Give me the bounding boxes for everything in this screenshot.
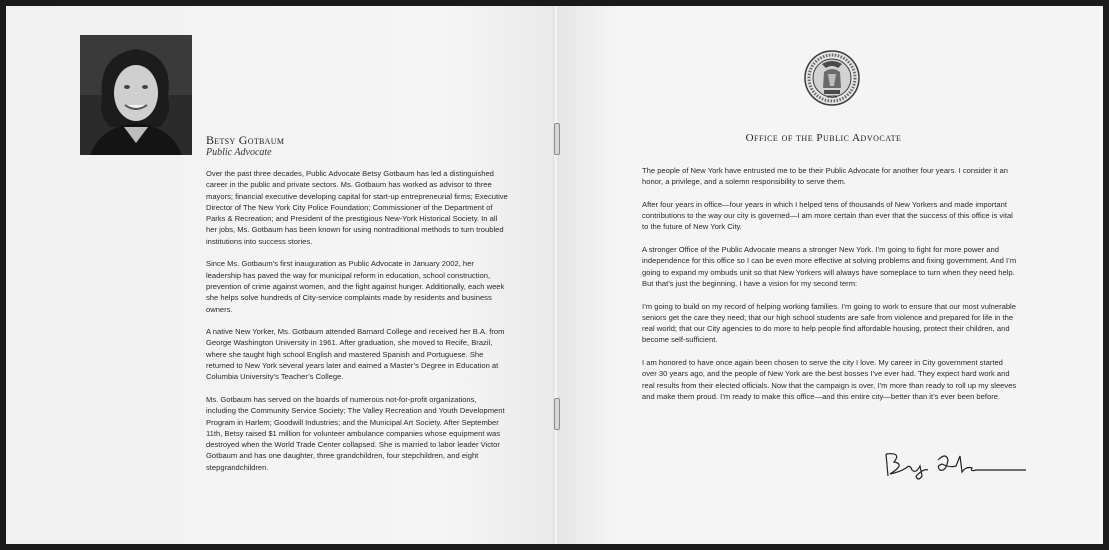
booklet-spread — [6, 6, 1103, 544]
bio-paragraph: Ms. Gotbaum has served on the boards of numerous not-for-profit organizations, including the Community Service Society; The Valley Recreation and Youth Development Program in Harlem; Goodwill Industries; and the Municipal Art Society. After September 11th, Betsy raised $1 million for volunteer ambulance companies whose equipment was destroyed when the World Trade Center collapsed. She is married to labor leader Victor Gotbaum and has one daughter, three grandchildren, four stepchildren, and eight stepgrandchildren. — [206, 394, 505, 472]
person-role: Public Advocate — [206, 147, 272, 158]
letter-paragraph: The people of New York have entrusted me to be their Public Advocate for another four years. I consider it an honor, a privilege, and a solemn responsibility to serve them. — [642, 166, 1008, 187]
seal-year: 1625 — [826, 94, 838, 99]
book-gutter — [553, 6, 559, 544]
office-title: Office of the Public Advocate — [745, 132, 902, 144]
signature-icon — [876, 446, 1026, 482]
letter-paragraph: I’m going to build on my record of helping working families. I’m going to work to ensure that our most vulnerable seniors get the care they need; that our high school students are safe from violence and prepared for life in the real world; that our City agencies to do more to help people find affordable housing, protect their children, and become self-sufficient. — [642, 301, 1016, 345]
portrait-photo — [80, 35, 192, 155]
advocate-letter — [642, 165, 1018, 414]
left-page — [6, 6, 556, 544]
person-name: Betsy Gotbaum — [206, 133, 285, 147]
bio-paragraph: Since Ms. Gotbaum’s first inauguration as Public Advocate in January 2002, her leadership has paved the way for municipal reform in education, school construction, prevention of crime against women, and the fight against hunger. Additionally, each week she helps solve hundreds of City-service complaints made by residents and business owners. — [206, 259, 505, 314]
biography — [206, 168, 508, 484]
letter-paragraph: I am honored to have once again been chosen to serve the city I love. My career in City government started over 30 years ago, and the people of New York are the best bosses I’ve ever had. They expect hard work and real results from their elected officials. Now that the campaign is over, I’m more than ready to roll up my sleeves and make them proud. I’m ready to make this office—and this entire city—better than it’s ever been before. — [642, 358, 1017, 401]
letter-paragraph: A stronger Office of the Public Advocate means a stronger New York. I’m going to fight for more power and independence for this office so I can be even more effective at solving problems and fixing government. And I’m going to expand my ombuds unit so that New Yorkers will always have someplace to turn when they need help. But that’s just the beginning. I have a vision for my second term: — [642, 245, 1017, 288]
bio-paragraph: A native New Yorker, Ms. Gotbaum attended Barnard College and received her B.A. from George Washington University in 1961. After graduation, she moved to Recife, Brazil, where she taught high school English and mastered Spanish and Portuguese. She returned to New York several years later and earned a Master’s Degree in Education at Columbia University’s Teacher’s College. — [206, 327, 505, 382]
bio-paragraph: Over the past three decades, Public Advocate Betsy Gotbaum has led a distinguished career in the public and private sectors. Ms. Gotbaum has worked as advisor to three mayors; financial executive developing capital for start-up entrepreneurial firms; Executive Director of The New York City Police Foundation; Commissioner of the Department of Parks & Recreation; and President of the prestigious New-York Historical Society. In all her jobs, Ms. Gotbaum has been known for using nontraditional methods to turn troubled institutions into success stories. — [206, 169, 508, 246]
letter-paragraph: After four years in office—four years in which I helped tens of thousands of New Yorkers and made important contributions to the way our city is governed—I am more certain than ever that the success of this office is vital to the future of New York City. — [642, 199, 1013, 232]
staple-bottom — [554, 398, 560, 430]
city-seal-icon — [804, 50, 860, 106]
